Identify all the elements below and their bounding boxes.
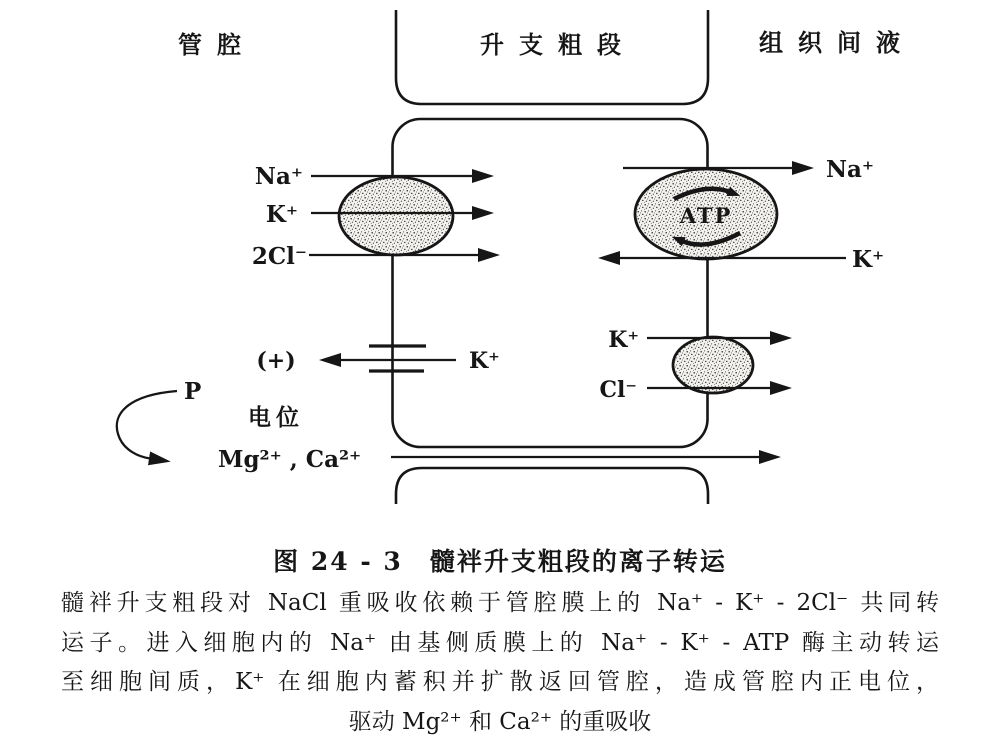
cl-lumen-label: 2Cl⁻ (251, 243, 307, 270)
k-backleak-label: K⁺ (469, 348, 500, 374)
nkcc-cotransporter (339, 177, 453, 255)
p-label: P (184, 378, 202, 405)
description-line-2: 运子。进入细胞内的 Na⁺ 由基侧质膜上的 Na⁺ - K⁺ - ATP 酶主动转运 (61, 629, 939, 656)
label-thick-ascending-limb: 升支粗段 (480, 30, 636, 59)
potential-drive-arrow (117, 391, 177, 459)
k-lumen-label: K⁺ (265, 201, 298, 228)
cl-intracellular-label: Cl⁻ (599, 377, 637, 403)
description-line-3: 至细胞间质，K⁺ 在细胞内蓄积并扩散返回管腔，造成管腔内正电位， (61, 669, 939, 695)
na-lumen-label: Na⁺ (254, 163, 303, 190)
lumen-positive-label: (+) (256, 348, 296, 374)
figure-caption: 图 24 - 3 髓袢升支粗段的离子转运 (273, 547, 727, 576)
k-interstitium-label: K⁺ (852, 246, 885, 273)
label-lumen: 管腔 (178, 30, 256, 59)
label-interstitium: 组织间液 (759, 28, 915, 57)
description-line-4: 驱动 Mg²⁺ 和 Ca²⁺ 的重吸收 (348, 708, 652, 735)
lower-cell-outline (396, 468, 708, 504)
atp-label: ATP (679, 203, 733, 228)
kcl-cotransporter (673, 337, 753, 393)
description-line-1: 髓袢升支粗段对 NaCl 重吸收依赖于管腔膜上的 Na⁺ - K⁺ - 2Cl⁻ 共同转 (61, 590, 939, 616)
na-interstitium-label: Na⁺ (826, 156, 875, 183)
k-intracellular-label: K⁺ (608, 327, 639, 353)
mg-ca-label: Mg²⁺ , Ca²⁺ (218, 446, 362, 473)
figure-description (61, 584, 939, 742)
potential-label: 电位 (248, 404, 304, 431)
